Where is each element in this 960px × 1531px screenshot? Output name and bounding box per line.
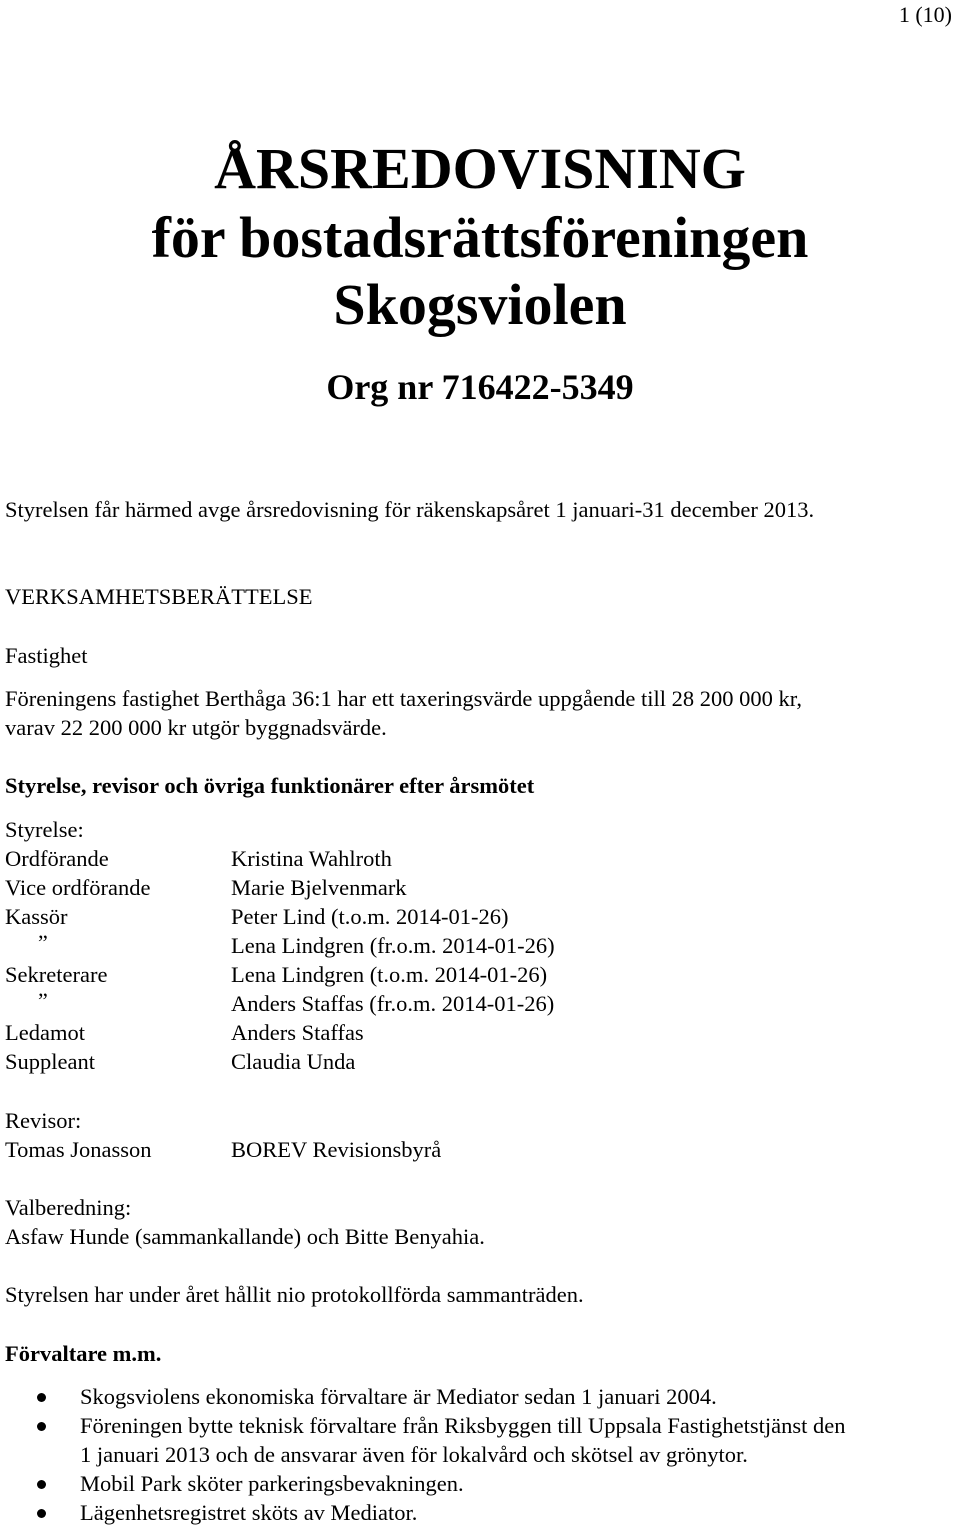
document-subtitle: för bostadsrättsföreningen xyxy=(151,205,809,270)
fastighet-text-line2: varav 22 200 000 kr utgör byggnadsvärde. xyxy=(5,715,387,740)
revisor-firm: BOREV Revisionsbyrå xyxy=(231,1137,442,1162)
section-heading: VERKSAMHETSBERÄTTELSE xyxy=(5,584,313,609)
styrelse-heading: Styrelse, revisor och övriga funktionärer efter årsmötet xyxy=(5,773,535,798)
fastighet-heading: Fastighet xyxy=(5,643,88,668)
board-role: Vice ordförande xyxy=(5,875,151,900)
board-member: Peter Lind (t.o.m. 2014-01-26) xyxy=(231,904,509,929)
board-member: Lena Lindgren (t.o.m. 2014-01-26) xyxy=(231,962,548,987)
list-item: Lägenhetsregistret sköts av Mediator. xyxy=(80,1500,418,1525)
board-role: Sekreterare xyxy=(5,962,108,987)
revisor-name: Tomas Jonasson xyxy=(5,1137,152,1162)
list-item: Mobil Park sköter parkeringsbevakningen. xyxy=(80,1471,464,1496)
meetings-text: Styrelsen har under året hållit nio protokollförda sammanträden. xyxy=(5,1282,584,1307)
valberedning-members: Asfaw Hunde (sammankallande) och Bitte Benyahia. xyxy=(5,1224,485,1249)
ditto-mark: ” xyxy=(38,930,48,955)
board-member: Anders Staffas (fr.o.m. 2014-01-26) xyxy=(231,991,555,1016)
intro-text: Styrelsen får härmed avge årsredovisning för räkenskapsåret 1 januari-31 december 2013. xyxy=(5,497,815,522)
styrelse-label: Styrelse: xyxy=(5,817,84,842)
page-number: 1 (10) xyxy=(898,2,952,27)
fastighet-text-line1: Föreningens fastighet Berthåga 36:1 har ett taxeringsvärde uppgående till 28 200 000 kr, xyxy=(5,686,803,711)
list-item: Skogsviolens ekonomiska förvaltare är Mediator sedan 1 januari 2004. xyxy=(80,1384,717,1409)
board-role: Suppleant xyxy=(5,1049,95,1074)
board-member: Lena Lindgren (fr.o.m. 2014-01-26) xyxy=(231,933,555,958)
board-member: Kristina Wahlroth xyxy=(231,846,392,871)
document-title: ÅRSREDOVISNING xyxy=(214,136,746,201)
list-item: Föreningen bytte teknisk förvaltare från Riksbyggen till Uppsala Fastighetstjänst den xyxy=(80,1413,846,1438)
bullet-icon xyxy=(37,1480,46,1489)
board-role: Ordförande xyxy=(5,846,109,871)
board-member: Marie Bjelvenmark xyxy=(231,875,407,900)
board-member: Anders Staffas xyxy=(231,1020,364,1045)
bullet-icon xyxy=(37,1393,46,1402)
board-role: Ledamot xyxy=(5,1020,85,1045)
valberedning-label: Valberedning: xyxy=(5,1195,132,1220)
association-name: Skogsviolen xyxy=(333,272,627,337)
list-item-continuation: 1 januari 2013 och de ansvarar även för lokalvård och skötsel av grönytor. xyxy=(80,1442,748,1467)
org-number: Org nr 716422-5349 xyxy=(326,367,634,407)
bullet-icon xyxy=(37,1422,46,1431)
forvaltare-heading: Förvaltare m.m. xyxy=(5,1341,162,1366)
board-member: Claudia Unda xyxy=(231,1049,356,1074)
board-role: Kassör xyxy=(5,904,68,929)
bullet-icon xyxy=(37,1509,46,1518)
ditto-mark: ” xyxy=(38,988,48,1013)
revisor-label: Revisor: xyxy=(5,1108,82,1133)
